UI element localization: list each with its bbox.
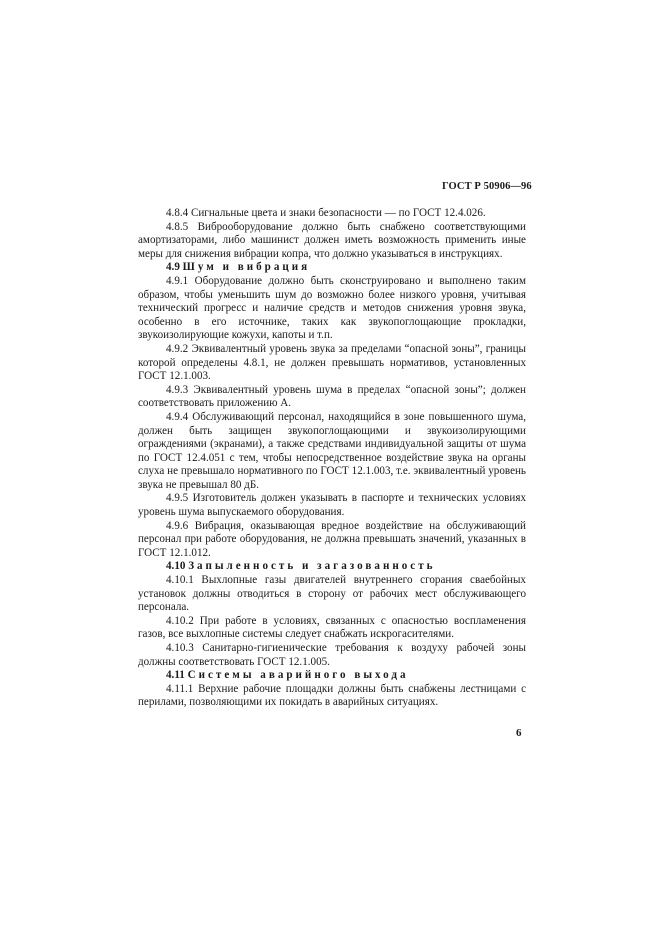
clause-number: 4.9.1	[166, 274, 189, 287]
clause-text: При работе в условиях, связанных с опасностью воспламенения газов, все выхлопные системы следует снабжать искрогасителями.	[138, 614, 526, 641]
section-heading	[138, 669, 526, 683]
paragraph	[138, 384, 526, 411]
paragraph	[138, 615, 526, 642]
section-number: 4.9	[166, 261, 180, 274]
paragraph	[138, 275, 526, 343]
paragraph	[138, 520, 526, 561]
clause-text: Сигнальные цвета и знаки безопасности — по ГОСТ 12.4.026.	[190, 207, 486, 219]
clause-number: 4.9.5	[166, 492, 189, 505]
clause-text: Изготовитель должен указывать в паспорте и технических условиях уровень шума выпускаемого оборудования.	[138, 492, 526, 519]
paragraph	[138, 411, 526, 493]
paragraph	[138, 683, 526, 710]
paragraph	[138, 343, 526, 384]
clause-text: Обслуживающий персонал, находящийся в зоне повышенного шума, должен быть защищен звукопоглощающими и звукоизолирующими ограждениями (экранами), а также средствами индивидуальной защиты от шума по ГОСТ 12.4.051 с тем, чтобы непосредственное воздействие звука на органы слуха не превышало нормативного по ГОСТ 12.1.003, т.е. эквивалентный уровень звука не превышал 80 дБ.	[138, 410, 526, 491]
paragraph	[138, 642, 526, 669]
clause-number: 4.9.3	[166, 383, 189, 396]
clause-number: 4.8.5	[166, 220, 189, 233]
section-title: Шум и вибрация	[182, 261, 311, 274]
clause-text: Эквивалентный уровень шума в пределах “опасной зоны”; должен соответствовать приложению А.	[138, 383, 526, 410]
clause-number: 4.10.3	[166, 642, 194, 654]
paragraph	[138, 207, 526, 221]
clause-number: 4.10.2	[166, 614, 194, 627]
paragraph	[138, 492, 526, 519]
section-number: 4.10	[166, 560, 186, 573]
paragraph	[138, 221, 526, 262]
clause-text: Оборудование должно быть сконструировано и выполнено таким образом, чтобы уменьшить шум до возможно более низкого уровня, учитывая технический прогресс и наличие средств и методов снижения уровня звука, особенно в его источнике, таких как звукопоглощающие прокладки, звукоизолирующие кожухи, капоты и т.п.	[138, 274, 526, 342]
section-heading	[138, 560, 526, 574]
section-heading	[138, 261, 526, 275]
clause-text: Санитарно-гигиенические требования к воздуху рабочей зоны должны соответствовать ГОСТ 12.1.005.	[138, 642, 526, 668]
clause-number: 4.8.4	[166, 207, 189, 219]
section-title: Запыленность и загазованность	[188, 560, 436, 573]
section-title: Системы аварийного выхода	[187, 669, 409, 682]
clause-text: Верхние рабочие площадки должны быть снабжены лестницами с перилами, позволяющими их покидать в аварийных ситуациях.	[138, 682, 526, 709]
clause-number: 4.11.1	[166, 682, 194, 695]
clause-text: Виброоборудование должно быть снабжено соответствующими амортизаторами, либо машинист должен иметь возможность применить иные меры для снижения вибрации копра, что должно указываться в инструкциях.	[138, 220, 526, 260]
page-number: 6	[516, 727, 522, 739]
clause-number: 4.9.4	[166, 410, 189, 423]
clause-text: Вибрация, оказывающая вредное воздействие на обслуживающий персонал при работе оборудования, не должна превышать значений, указанных в ГОСТ 12.1.012.	[138, 519, 526, 559]
document-code: ГОСТ Р 50906—96	[442, 181, 532, 192]
clause-text: Эквивалентный уровень звука за пределами “опасной зоны”, границы которой определены 4.8.1, не должен превышать нормативов, установленных ГОСТ 12.1.003.	[138, 342, 526, 383]
paragraph	[138, 574, 526, 615]
section-number: 4.11	[166, 669, 185, 682]
clause-number: 4.10.1	[166, 574, 194, 587]
clause-number: 4.9.2	[166, 342, 189, 355]
clause-number: 4.9.6	[166, 519, 189, 532]
body-text	[138, 207, 526, 710]
clause-text: Выхлопные газы двигателей внутреннего сгорания сваебойных установок должны отводиться в сторону от рабочих мест обслуживающего персонала.	[138, 574, 526, 614]
